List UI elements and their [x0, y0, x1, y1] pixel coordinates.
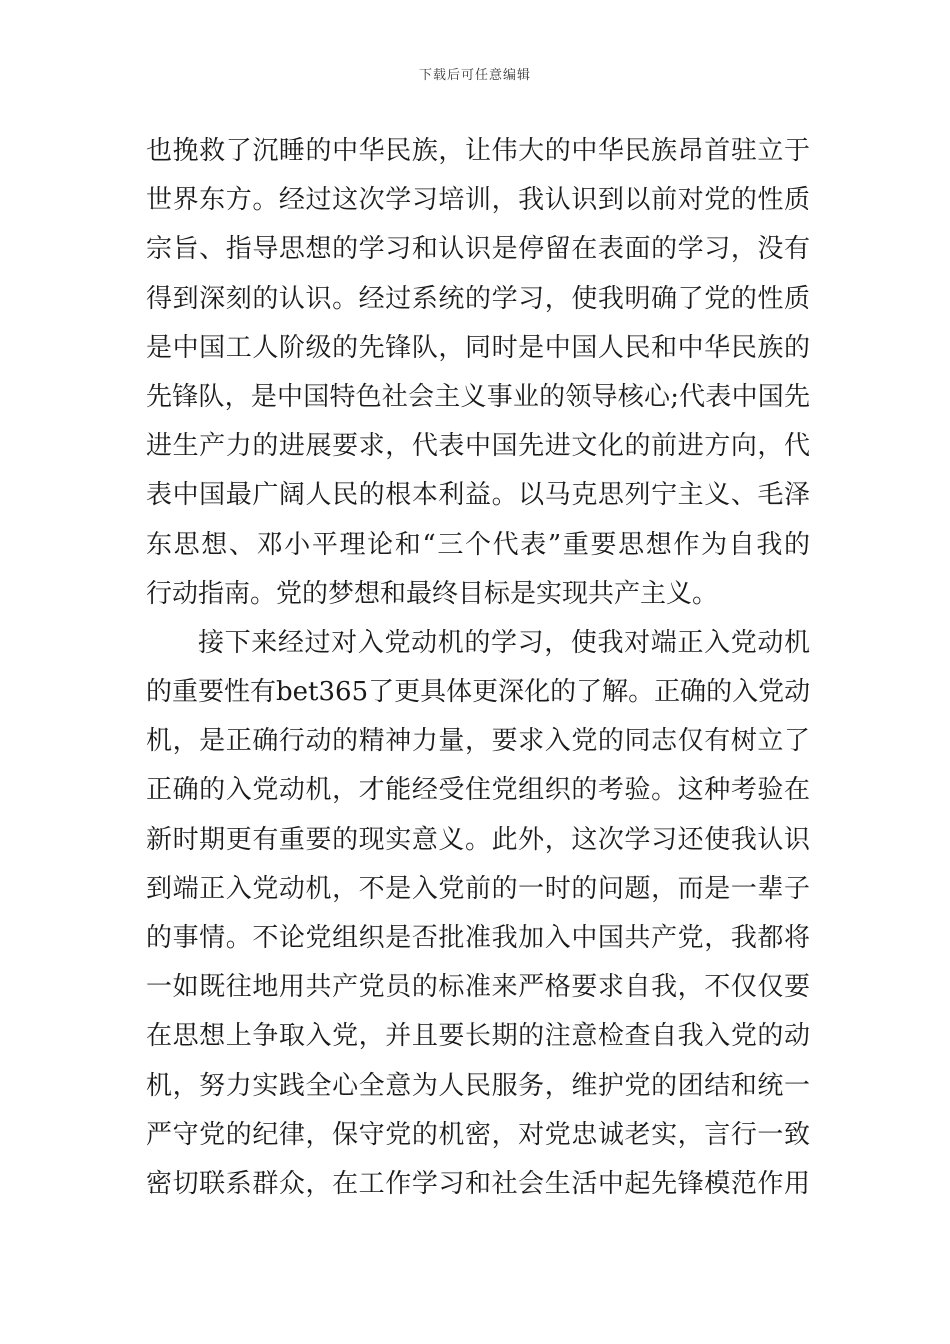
text-line: 先锋队，是中国特色社会主义事业的领导核心;代表中国先	[146, 381, 810, 412]
text-line: 的事情。不论党组织是否批准我加入中国共产党，我都将	[146, 923, 810, 953]
text-line: 机，是正确行动的精神力量，要求入党的同志仅有树立了	[146, 726, 810, 757]
paragraph	[146, 619, 810, 1209]
text-line: 也挽救了沉睡的中华民族，让伟大的中华民族昂首驻立于	[146, 136, 810, 166]
text-line: 世界东方。经过这次学习培训，我认识到以前对党的性质	[146, 185, 810, 216]
text-line: 是中国工人阶级的先锋队，同时是中国人民和中华民族的	[146, 332, 810, 363]
text-line: 严守党的纪律，保守党的机密，对党忠诚老实，言行一致	[146, 1119, 810, 1150]
text-line: 表中国最广阔人民的根本利益。以马克思列宁主义、毛泽	[146, 480, 810, 511]
document-body	[146, 127, 810, 1209]
text-line: 东思想、邓小平理论和“三个代表”重要思想作为自我的	[146, 529, 810, 560]
text-line: 机，努力实践全心全意为人民服务，维护党的团结和统一	[146, 1070, 810, 1101]
text-line: 行动指南。党的梦想和最终目标是实现共产主义。	[146, 578, 719, 609]
text-line: 正确的入党动机，才能经受住党组织的考验。这种考验在	[146, 775, 810, 806]
text-line: 一如既往地用共产党员的标准来严格要求自我，不仅仅要	[146, 972, 810, 1003]
text-line: 到端正入党动机，不是入党前的一时的问题，而是一辈子	[146, 873, 810, 904]
paragraph	[146, 127, 810, 619]
text-line: 的重要性有bet365了更具体更深化的了解。正确的入党动	[146, 677, 810, 708]
page-header: 下载后可任意编辑	[418, 68, 531, 83]
text-line: 宗旨、指导思想的学习和认识是停留在表面的学习，没有	[146, 234, 810, 265]
text-line: 在思想上争取入党，并且要长期的注意检查自我入党的动	[146, 1021, 810, 1052]
text-line: 接下来经过对入党动机的学习，使我对端正入党动机	[198, 627, 810, 658]
text-line: 得到深刻的认识。经过系统的学习，使我明确了党的性质	[146, 283, 810, 314]
text-line: 进生产力的进展要求，代表中国先进文化的前进方向，代	[146, 431, 810, 462]
text-line: 密切联系群众，在工作学习和社会生活中起先锋模范作用	[146, 1168, 810, 1199]
text-line: 新时期更有重要的现实意义。此外，这次学习还使我认识	[146, 824, 810, 855]
